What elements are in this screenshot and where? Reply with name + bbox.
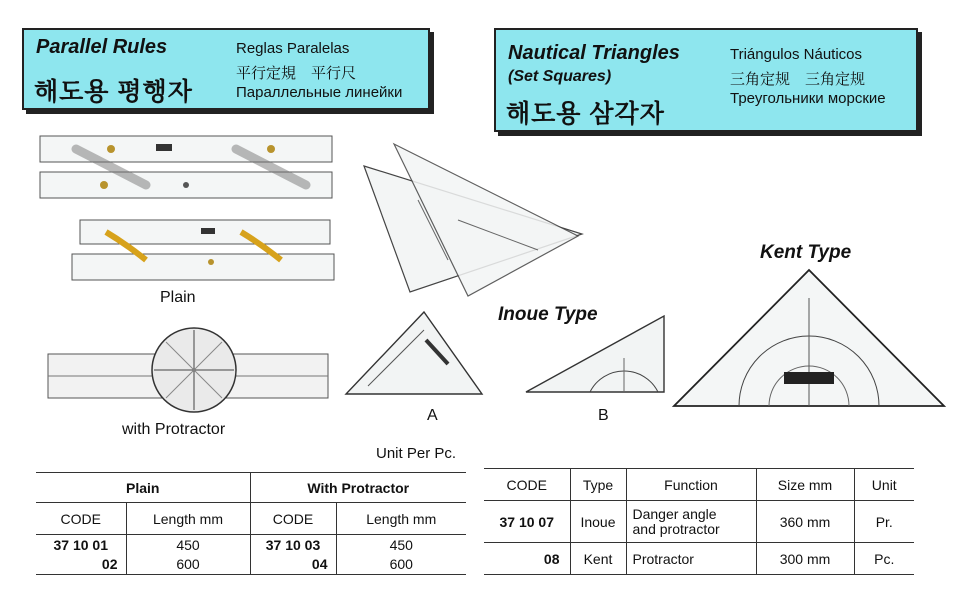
inoue-triangle-a-image <box>344 310 484 396</box>
plain-parallel-rules-image <box>36 132 336 288</box>
kent-triangle-image <box>672 268 946 410</box>
table-cell-length: 600 <box>336 555 466 575</box>
table-cell-function: Protractor <box>626 543 756 575</box>
table-cell-unit: Pr. <box>854 501 914 543</box>
nautical-triangles-subtitle-en: (Set Squares) <box>508 68 612 85</box>
function-line: and protractor <box>632 520 720 537</box>
nautical-triangles-title-cjk: 三角定规 三角定规 <box>730 71 866 88</box>
inoue-triangle-b-image <box>524 314 666 394</box>
table-row <box>36 555 466 575</box>
table-group-plain: Plain <box>36 473 250 503</box>
table-header-unit: Unit <box>854 469 914 501</box>
table-header-length: Length mm <box>336 503 466 535</box>
nautical-triangles-table <box>484 468 914 575</box>
table-header-type: Type <box>570 469 626 501</box>
protractor-parallel-rule-image <box>46 326 332 406</box>
nautical-triangles-title-ko: 해도용 삼각자 <box>506 100 665 128</box>
parallel-rules-title-es: Reglas Paralelas <box>236 40 350 57</box>
table-cell-code: 08 <box>484 543 570 575</box>
triangle-b-label: B <box>598 407 609 424</box>
table-header-function: Function <box>626 469 756 501</box>
parallel-rules-title-cjk: 平行定規 平行尺 <box>236 65 357 82</box>
table-row <box>36 535 466 555</box>
inoue-type-label: Inoue Type <box>498 304 598 325</box>
table-cell-type: Inoue <box>570 501 626 543</box>
with-protractor-label: with Protractor <box>122 421 226 438</box>
plain-label: Plain <box>160 289 196 306</box>
nautical-triangles-header <box>494 28 918 132</box>
nautical-triangles-title-en: Nautical Triangles <box>508 42 680 64</box>
table-row <box>484 501 914 543</box>
table-group-protractor: With Protractor <box>250 473 466 503</box>
table-cell-unit: Pc. <box>854 543 914 575</box>
table-cell-length: 600 <box>126 555 250 575</box>
unit-per-pc-label: Unit Per Pc. <box>376 445 457 462</box>
table-cell-length: 450 <box>126 535 250 555</box>
table-header-length: Length mm <box>126 503 250 535</box>
table-header-code: CODE <box>484 469 570 501</box>
kent-type-label: Kent Type <box>760 242 852 263</box>
parallel-rules-table <box>36 472 466 575</box>
table-cell-size: 360 mm <box>756 501 854 543</box>
table-cell-length: 450 <box>336 535 466 555</box>
function-line: Danger angle <box>632 505 717 522</box>
table-cell-code: 37 10 03 <box>250 535 336 555</box>
nautical-triangles-title-ru: Треугольники морские <box>730 90 886 107</box>
table-cell-size: 300 mm <box>756 543 854 575</box>
parallel-rules-title-ru: Параллельные линейки <box>236 84 403 101</box>
triangle-a-label: A <box>427 407 438 424</box>
table-cell-code: 37 10 01 <box>53 536 108 553</box>
table-cell-type: Kent <box>570 543 626 575</box>
table-cell-code: 37 10 07 <box>499 513 554 530</box>
table-cell-code: 02 <box>36 555 126 575</box>
parallel-rules-header <box>22 28 430 110</box>
nautical-triangles-image <box>358 140 586 300</box>
parallel-rules-title-en: Parallel Rules <box>36 36 168 58</box>
table-cell-function <box>626 501 756 543</box>
table-header-size: Size mm <box>756 469 854 501</box>
parallel-rules-title-ko: 해도용 평행자 <box>34 78 193 106</box>
table-header-code: CODE <box>250 503 336 535</box>
table-cell-code: 04 <box>250 555 336 575</box>
nautical-triangles-title-es: Triángulos Náuticos <box>730 46 863 63</box>
table-header-code: CODE <box>36 503 126 535</box>
table-row <box>484 543 914 575</box>
